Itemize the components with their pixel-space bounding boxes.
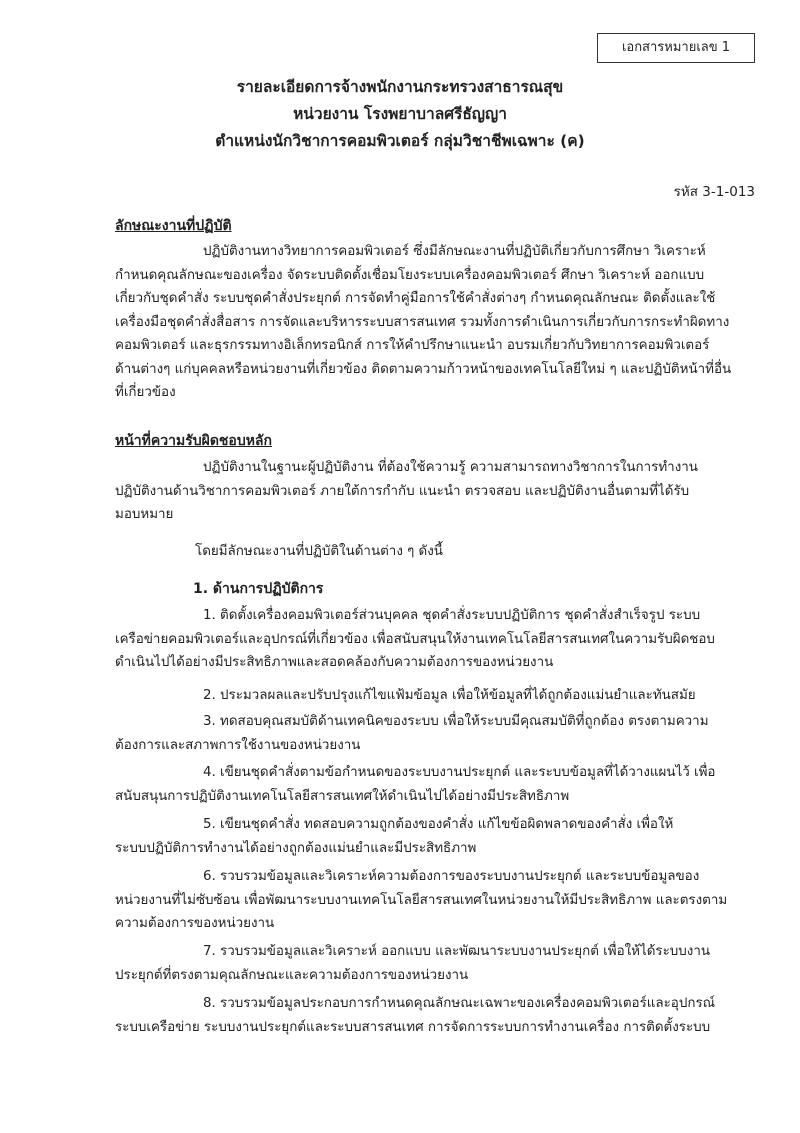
section-heading-job-description: ลักษณะงานที่ปฏิบัติ	[115, 218, 232, 234]
text-line: 4. เขียนชุดคำสั่งตามข้อกำหนดของระบบงานประยุกต์ และระบบข้อมูลที่ได้วางแผนไว้ เพื่อ	[203, 765, 716, 780]
item-2	[115, 684, 757, 708]
item-1	[115, 604, 757, 675]
text-line: 2. ประมวลผลและปรับปรุงแก้ไขแฟ้มข้อมูล เพื่อให้ข้อมูลที่ได้ถูกต้องแม่นยำและทันสมัย	[203, 688, 696, 703]
item-6	[115, 865, 757, 936]
text-line: 1. ติดตั้งเครื่องคอมพิวเตอร์ส่วนบุคคล ชุดคำสั่งระบบปฏิบัติการ ชุดคำสั่งสำเร็จรูป ระบบ	[203, 608, 701, 623]
item-4	[115, 761, 757, 808]
text-line: ความต้องการของหน่วยงาน	[115, 916, 275, 931]
text-line: 5. เขียนชุดคำสั่ง ทดสอบความถูกต้องของคำสั่ง แก้ไขข้อผิดพลาดของคำสั่ง เพื่อให้	[203, 817, 674, 832]
text-line: หน่วยงานที่ไม่ซับซ้อน เพื่อพัฒนาระบบงานเทคโนโลยีสารสนเทศในหน่วยงานให้มีประสิทธิภาพ และตรงตาม	[115, 892, 728, 908]
title-line-1: รายละเอียดการจ้างพนักงานกระทรวงสาธารณสุข	[236, 78, 564, 96]
position-code: รหัส 3-1-013	[673, 184, 755, 200]
text-line: ปฏิบัติงานด้านวิชาการคอมพิวเตอร์ ภายใต้การกำกับ แนะนำ ตรวจสอบ และปฏิบัติงานอื่นตามที่ได้รับ	[115, 483, 690, 499]
text-line: ด้านต่างๆ แก่บุคคลหรือหน่วยงานที่เกี่ยวข้อง ติดตามความก้าวหน้าของเทคโนโลยีใหม่ ๆ และปฏิบัติหน้าที่อื่น	[115, 361, 732, 377]
title-line-2: หน่วยงาน โรงพยาบาลศรีธัญญา	[293, 105, 507, 123]
text-line: เครื่องมือชุดคำสั่งสื่อสาร การจัดและบริหารระบบสารสนเทศ รวมทั้งการดำเนินการเกี่ยวกับการกระทำผิดทาง	[115, 314, 730, 330]
paragraph-intro	[115, 540, 757, 564]
text-line: ระบบปฏิบัติการทำงานได้อย่างถูกต้องแม่นยำและมีประสิทธิภาพ	[115, 840, 477, 856]
item-8	[115, 992, 757, 1039]
text-line: ปฏิบัติงานทางวิทยาการคอมพิวเตอร์ ซึ่งมีลักษณะงานที่ปฏิบัติเกี่ยวกับการศึกษา วิเคราะห์	[203, 244, 706, 259]
text-line: 7. รวบรวมข้อมูลและวิเคราะห์ ออกแบบ และพัฒนาระบบงานประยุกต์ เพื่อให้ได้ระบบงาน	[203, 944, 711, 959]
text-line: ที่เกี่ยวข้อง	[115, 385, 176, 400]
text-line: คอมพิวเตอร์ และธุรกรรมทางอิเล็กทรอนิกส์ การให้คำปรึกษาแนะนำ อบรมเกี่ยวกับวิทยาการคอมพิวเตอร์	[115, 338, 710, 353]
text-line: ประยุกต์ที่ตรงตามคุณลักษณะและความต้องการของหน่วยงาน	[115, 967, 469, 983]
text-line: ปฏิบัติงานในฐานะผู้ปฏิบัติงาน ที่ต้องใช้ความรู้ ความสามารถทางวิชาการในการทำงาน	[203, 460, 698, 475]
item-5	[115, 813, 757, 860]
text-line: ดำเนินไปได้อย่างมีประสิทธิภาพและสอดคล้องกับความต้องการของหน่วยงาน	[115, 655, 554, 670]
paragraph-responsibilities	[115, 456, 757, 527]
text-line: โดยมีลักษณะงานที่ปฏิบัติในด้านต่าง ๆ ดังนี้	[195, 544, 443, 559]
item-3	[115, 710, 757, 757]
text-line: ระบบเครือข่าย ระบบงานประยุกต์และระบบสารสนเทศ การจัดการระบบการทำงานเครื่อง การติดตั้งระบบ	[115, 1019, 711, 1035]
title-line-3: ตำแหน่งนักวิชาการคอมพิวเตอร์ กลุ่มวิชาชีพเฉพาะ (ค)	[215, 132, 585, 150]
title-block	[0, 74, 800, 155]
section-heading-responsibilities: หน้าที่ความรับผิดชอบหลัก	[115, 433, 272, 449]
subsection-heading-operations: 1. ด้านการปฏิบัติการ	[193, 581, 324, 597]
text-line: 3. ทดสอบคุณสมบัติด้านเทคนิคของระบบ เพื่อให้ระบบมีคุณสมบัติที่ถูกต้อง ตรงตามความ	[203, 714, 709, 729]
document-number-box: เอกสารหมายเลข 1	[597, 33, 755, 63]
text-line: สนับสนุนการปฏิบัติงานเทคโนโลยีสารสนเทศให้ดำเนินไปได้อย่างมีประสิทธิภาพ	[115, 788, 570, 804]
item-7	[115, 940, 757, 987]
paragraph-job-description	[115, 240, 757, 405]
text-line: เกี่ยวกับชุดคำสั่ง ระบบชุดคำสั่งประยุกต์ การจัดทำคู่มือการใช้คำสั่งต่างๆ กำหนดคุณลักษณะ ติดตั้งและใช้	[115, 291, 716, 306]
text-line: กำหนดคุณลักษณะของเครื่อง จัดระบบติดตั้งเชื่อมโยงระบบเครื่องคอมพิวเตอร์ ศึกษา วิเคราะห์ ออกแบบ	[115, 267, 705, 283]
text-line: เครือข่ายคอมพิวเตอร์และอุปกรณ์ที่เกี่ยวข้อง เพื่อสนับสนุนให้งานเทคโนโลยีสารสนเทศในความรับผิดชอบ	[115, 631, 715, 647]
text-line: 8. รวบรวมข้อมูลประกอบการกำหนดคุณลักษณะเฉพาะของเครื่องคอมพิวเตอร์และอุปกรณ์	[203, 996, 716, 1011]
text-line: มอบหมาย	[115, 507, 174, 522]
text-line: ต้องการและสภาพการใช้งานของหน่วยงาน	[115, 737, 361, 753]
text-line: 6. รวบรวมข้อมูลและวิเคราะห์ความต้องการของระบบงานประยุกต์ และระบบข้อมูลของ	[203, 869, 700, 884]
